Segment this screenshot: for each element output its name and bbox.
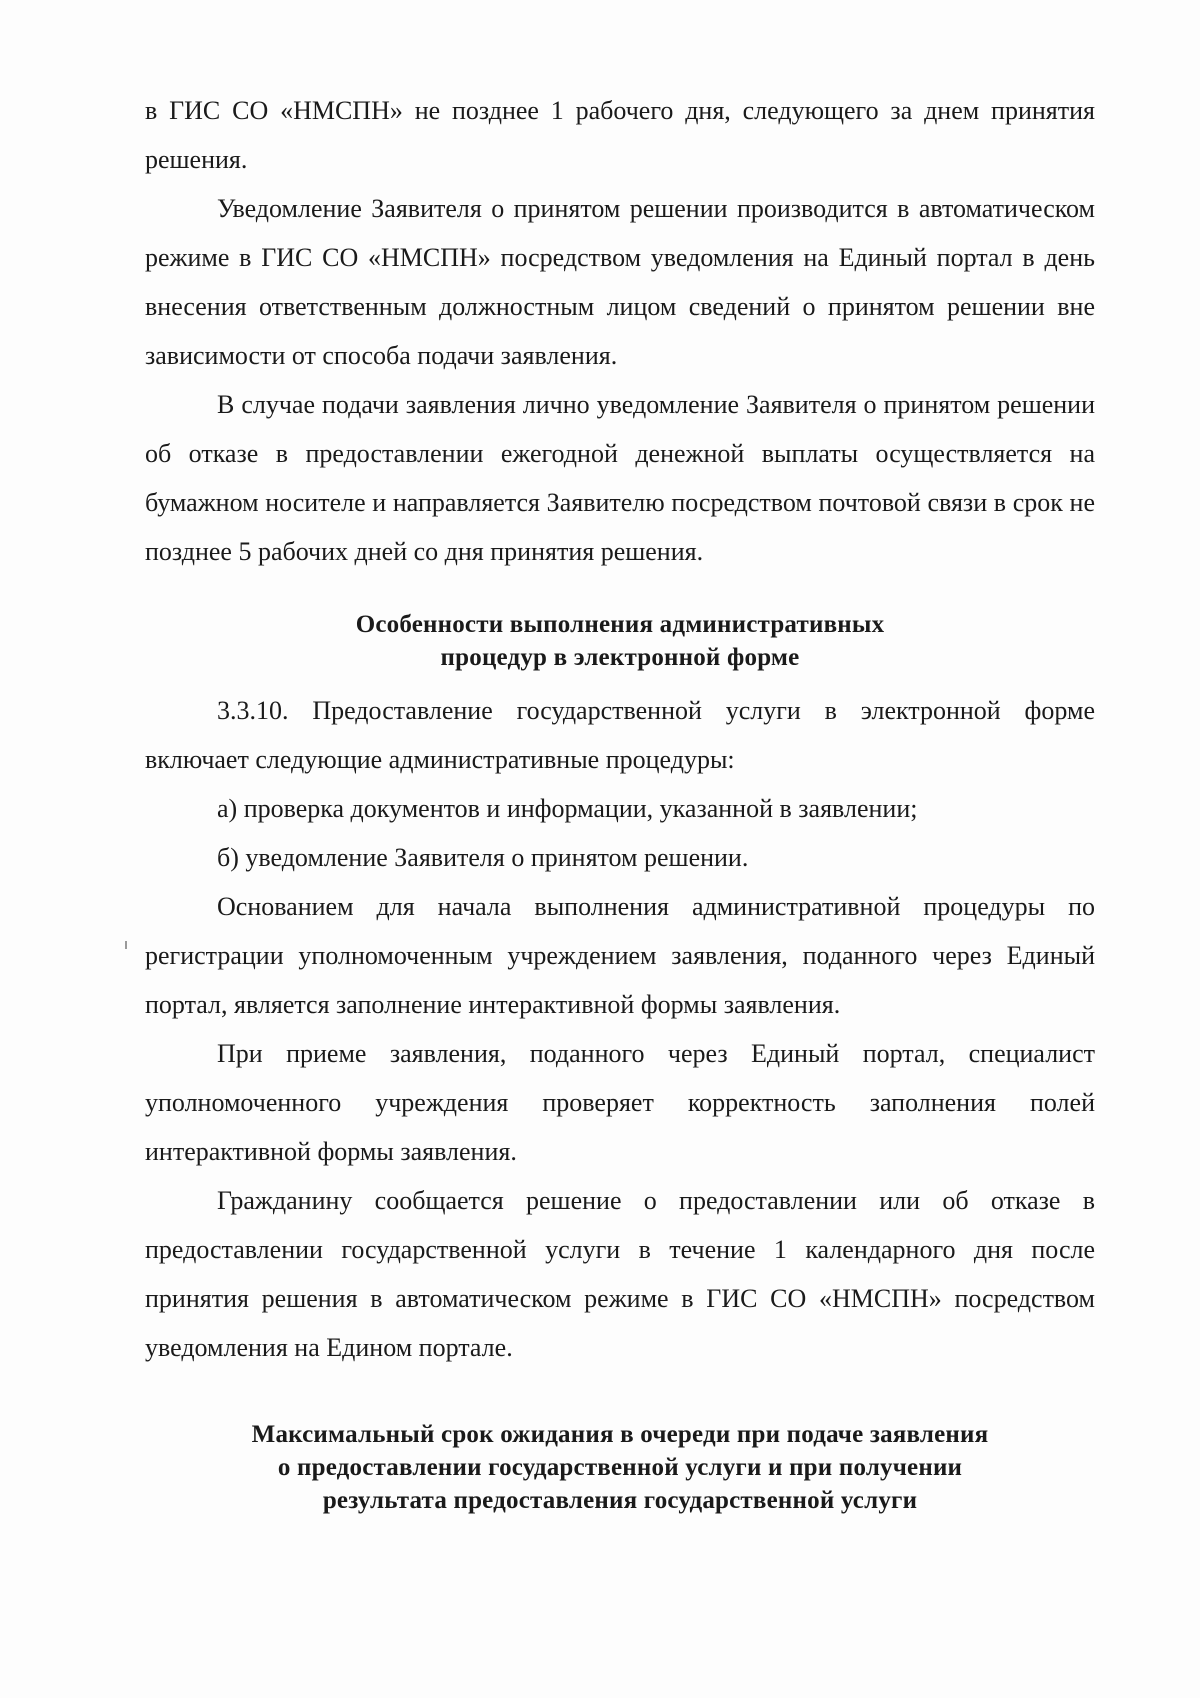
document-body [145, 86, 1095, 1517]
heading-line: результата предоставления государственной услуги [322, 1487, 918, 1514]
paragraph-registration-basis: Основанием для начала выполнения административной процедуры по регистрации уполномоченным учреждением заявления, поданного через Единый портал, является заполнение интерактивной формы заявления. [145, 892, 1095, 1019]
paragraph-application-check: При приеме заявления, поданного через Единый портал, специалист уполномоченного учреждения проверяет корректность заполнения полей интерактивной формы заявления. [145, 1039, 1095, 1166]
list-item-a: а) проверка документов и информации, указанной в заявлении; [217, 794, 918, 823]
paragraph-notification: Уведомление Заявителя о принятом решении производится в автоматическом режиме в ГИС СО «НМСПН» посредством уведомления на Единый портал в день внесения ответственным должностным лицом сведений о принятом решении вне зависимости от способа подачи заявления. [145, 194, 1095, 370]
paragraph-continuation: в ГИС СО «НМСПН» не позднее 1 рабочего дня, следующего за днем принятия решения. [145, 96, 1095, 174]
paragraph-decision-notice: Гражданину сообщается решение о предоставлении или об отказе в предоставлении государственной услуги в течение 1 календарного дня после принятия решения в автоматическом режиме в ГИС СО «НМСПН» посредством уведомления на Едином портале. [145, 1186, 1095, 1362]
paragraph-3-3-10: 3.3.10. Предоставление государственной услуги в электронной форме включает следующие административные процедуры: [145, 696, 1095, 774]
section-heading-electronic-procedures [145, 608, 1095, 674]
section-heading-max-waiting-time [145, 1418, 1095, 1517]
heading-line: о предоставлении государственной услуги и при получении [277, 1454, 963, 1481]
heading-line: процедур в электронной форме [440, 644, 800, 671]
scan-margin-mark [125, 941, 127, 949]
heading-line: Особенности выполнения административных [355, 611, 885, 638]
heading-line: Максимальный срок ожидания в очереди при подаче заявления [251, 1421, 989, 1448]
list-item-b: б) уведомление Заявителя о принятом решении. [217, 843, 749, 872]
paragraph-paper-notification: В случае подачи заявления лично уведомление Заявителя о принятом решении об отказе в предоставлении ежегодной денежной выплаты осуществляется на бумажном носителе и направляется Заявителю посредством почтовой связи в срок не позднее 5 рабочих дней со дня принятия решения. [145, 390, 1095, 566]
